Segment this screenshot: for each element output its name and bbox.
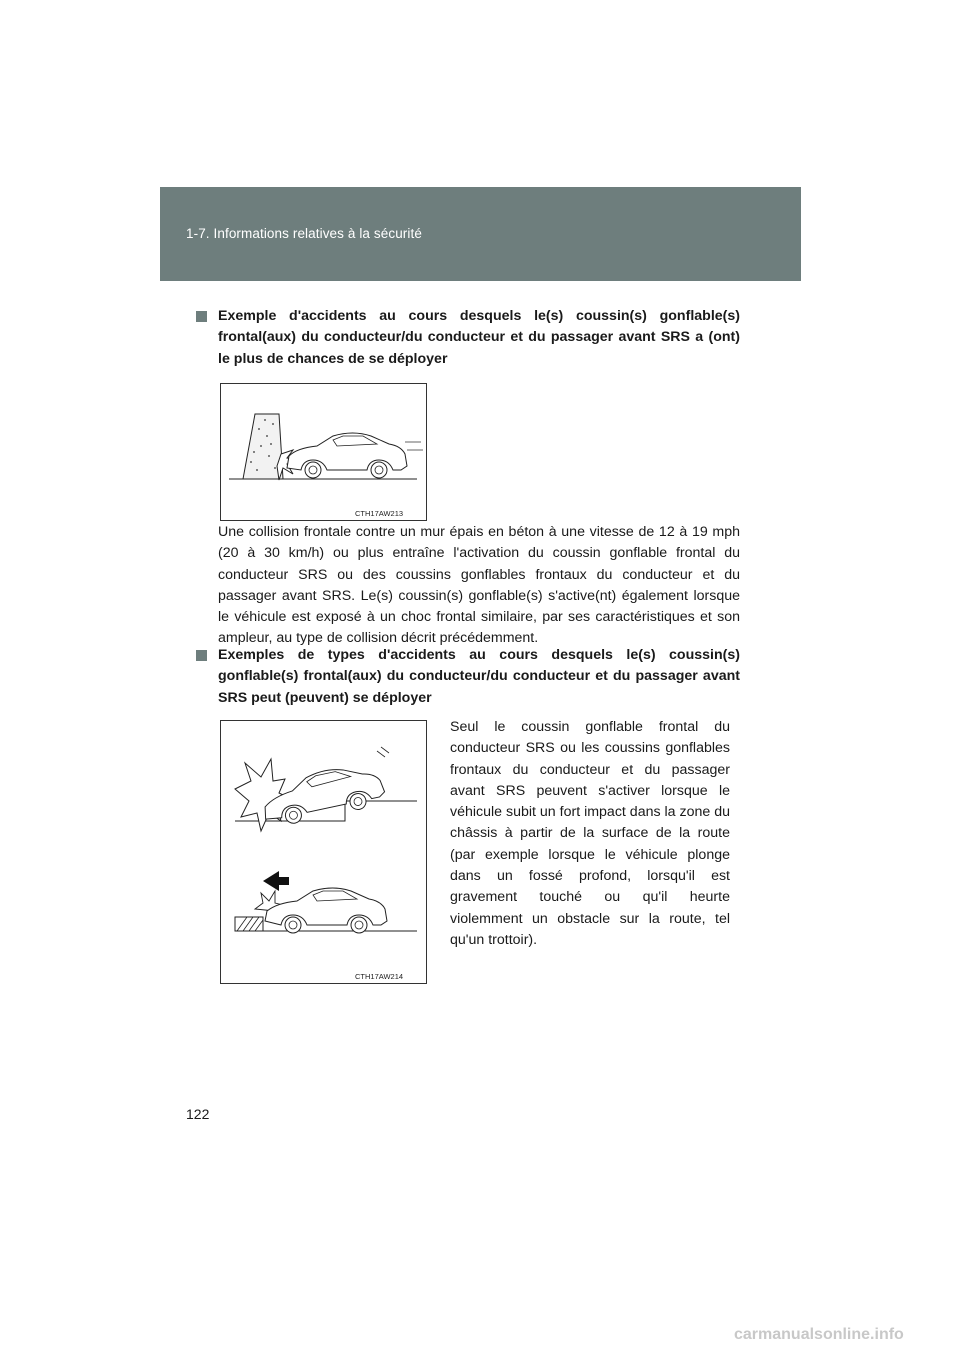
car-hitting-wall-illustration	[221, 384, 426, 520]
figure-code: CTH17AW214	[355, 972, 404, 981]
section-heading-1: Exemple d'accidents au cours desquels le(s) coussin(s) gonflable(s) frontal(aux) du conducteur/du conducteur et du passager avant SRS a (ont) le plus de chances de se déployer	[196, 306, 740, 370]
chapter-title: 1-7. Informations relatives à la sécurité	[186, 226, 422, 241]
section-body-1: Une collision frontale contre un mur épais en béton à une vitesse de 12 à 19 mph (20 à 30 km/h) ou plus entraîne l'activation du coussin gonflable frontal du conducteur SRS ou des coussins gonflables frontaux du conducteur et du passager avant SRS. Le(s) coussin(s) gonflable(s) s'active(nt) également lorsque le véhicule est exposé à un choc frontal similaire, par ses caractéristiques et son ampleur, au type de collision décrit précédemment.	[218, 524, 740, 647]
site-watermark: carmanualsonline.info	[734, 1326, 904, 1343]
figure-underbody-impact	[220, 720, 427, 984]
figure-code: CTH17AW213	[355, 509, 404, 518]
square-bullet-icon	[196, 650, 207, 661]
section-heading-2: Exemples de types d'accidents au cours desquels le(s) coussin(s) gonflable(s) frontal(aux) du conducteur/du conducteur et du passager avant SRS peut (peuvent) se déployer	[196, 645, 740, 709]
square-bullet-icon	[196, 311, 207, 322]
section-body-2: Seul le coussin gonflable frontal du conducteur SRS ou les coussins gonflables frontaux du conducteur et du passager avant SRS peuvent s'activer lorsque le véhicule subit un fort impact dans la zone du châssis à partir de la surface de la route (par exemple lorsque le véhicule plonge dans un fossé profond, lorsqu'il est gravement touché ou qu'il heurte violemment un obstacle sur la route, tel qu'un trottoir).	[450, 719, 730, 948]
car-underbody-impact-illustration	[221, 721, 426, 983]
figure-frontal-collision	[220, 383, 427, 521]
page-number: 122	[186, 1106, 210, 1122]
chapter-header-band	[160, 187, 801, 281]
